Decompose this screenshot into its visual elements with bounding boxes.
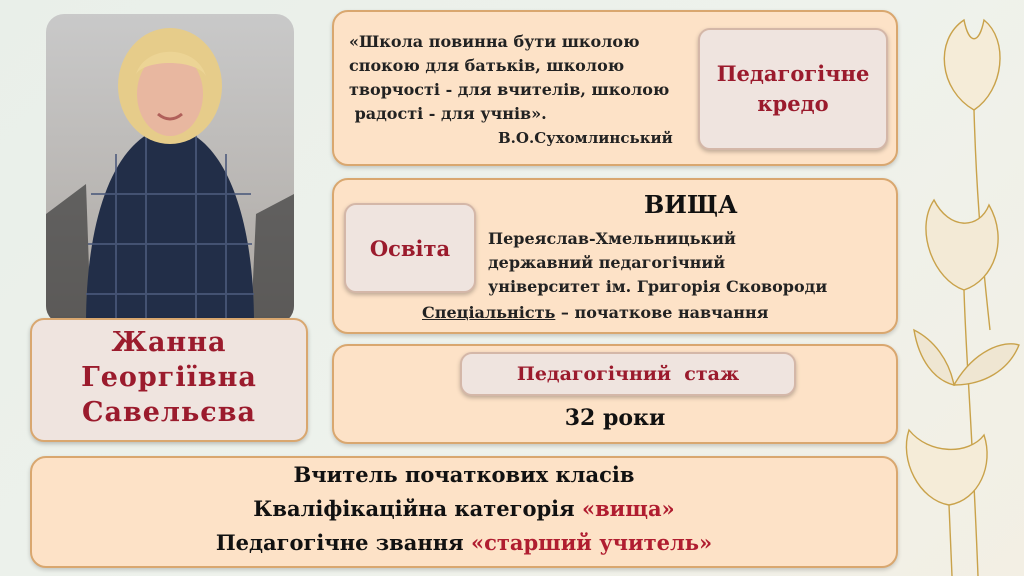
quote-line: творчості - для вчителів, школою <box>349 80 670 99</box>
flower-decoration <box>894 0 1024 576</box>
name-last: Савельєва <box>82 397 256 428</box>
qualification-label: Кваліфікаційна категорія <box>253 496 582 521</box>
experience-tag-label: Педагогічний стаж <box>516 363 740 385</box>
institution-line: університет ім. Григорія Сковороди <box>488 277 828 296</box>
rank-label: Педагогічне звання <box>215 530 471 555</box>
credo-quote <box>349 30 669 126</box>
quote-line: «Школа повинна бути школою <box>349 32 640 51</box>
position-title: Вчитель початкових класів <box>293 462 635 487</box>
portrait-photo <box>46 14 294 324</box>
education-level: ВИЩА <box>644 190 738 219</box>
education-institution <box>488 227 827 299</box>
credo-tag-label: Педагогічне кредо <box>716 61 870 116</box>
quote-line: спокою для батьків, школою <box>349 56 625 75</box>
rank-value: «старший учитель» <box>470 530 713 555</box>
quote-author: В.О.Сухомлинський <box>498 129 673 147</box>
position-text <box>30 458 898 560</box>
rank-line <box>30 526 898 560</box>
institution-line: державний педагогічний <box>488 253 726 272</box>
teacher-name-card <box>30 318 308 442</box>
quote-line: радості - для учнів». <box>349 104 547 123</box>
name-patronymic: Георгіївна <box>81 362 257 393</box>
institution-line: Переяслав-Хмельницький <box>488 229 736 248</box>
portrait-illustration <box>46 14 294 324</box>
name-first: Жанна <box>111 327 227 358</box>
experience-years: 32 роки <box>564 405 666 431</box>
specialty-value: – початкове навчання <box>555 303 769 322</box>
qualification-line <box>30 492 898 526</box>
experience-value <box>332 405 898 431</box>
credo-tag <box>698 28 888 150</box>
specialty-label: Спеціальність <box>422 303 556 322</box>
qualification-value: «вища» <box>581 496 675 521</box>
education-tag-label: Освіта <box>369 235 451 261</box>
education-specialty <box>422 303 768 322</box>
education-tag <box>344 203 476 293</box>
experience-tag <box>460 352 796 396</box>
